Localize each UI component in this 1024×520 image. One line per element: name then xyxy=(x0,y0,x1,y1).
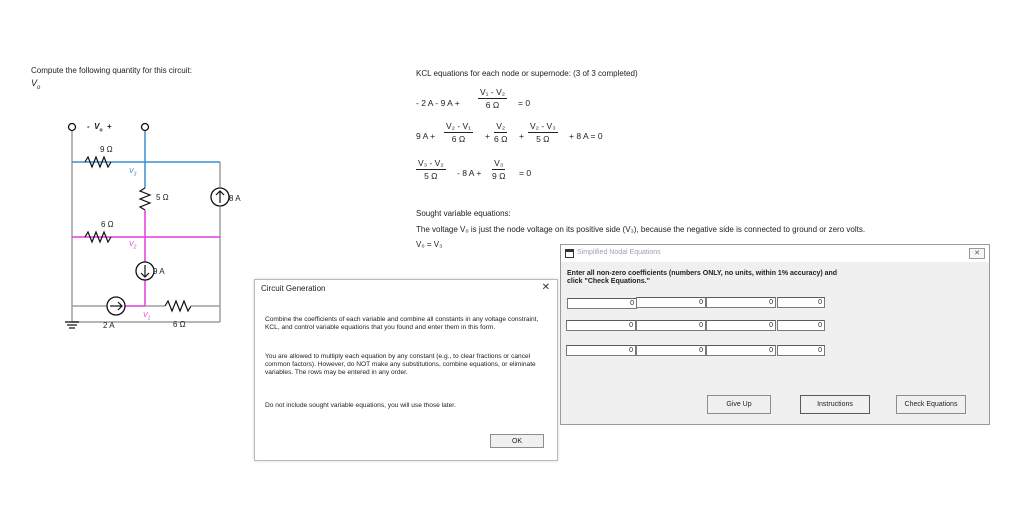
eq1-denominator: 6 Ω xyxy=(485,100,500,110)
v1-symbol: V xyxy=(143,312,148,319)
circuit-generation-text-2: You are allowed to multiply each equation by any constant (e.g., to clear fractions or cancel common factors). However, do NOT make any substitutions, combine equations, or eliminate variables. The rows may be entered in any order. xyxy=(265,353,536,376)
row1-coef-v2[interactable]: 0 xyxy=(636,297,706,308)
nodal-titlebar xyxy=(561,245,989,262)
v1-subscript: 1 xyxy=(147,315,151,322)
vo-minus-sign: - xyxy=(87,122,90,131)
eq1-prefix: - 2 A - 9 A + xyxy=(416,98,460,108)
eq2-prefix: 9 A + xyxy=(416,131,436,141)
row2-coef-v1[interactable]: 0 xyxy=(566,320,636,331)
eq3-mid: - 8 A + xyxy=(457,168,482,178)
nodal-title: Simplified Nodal Equations xyxy=(577,249,661,256)
nodal-instructions: Enter all non-zero coefficients (numbers ONLY, no units, within 1% accuracy) and click "Check Equations." xyxy=(567,270,838,285)
row3-coef-v2[interactable]: 0 xyxy=(636,345,706,356)
give-up-button[interactable]: Give Up xyxy=(707,395,771,414)
close-icon[interactable]: ✕ xyxy=(969,248,985,259)
eq3-numerator-1: V₃ - V₂ xyxy=(418,158,444,168)
row1-rhs[interactable]: 0 xyxy=(777,297,825,308)
sought-heading: Sought variable equations: xyxy=(416,209,511,218)
instructions-button[interactable]: Instructions xyxy=(800,395,870,414)
eq2-numerator-3: V₂ - V₃ xyxy=(530,121,556,131)
vo-polarity-label xyxy=(87,122,112,134)
sought-explanation: The voltage V₀ is just the node voltage on its positive side (V₃), because the negative side is connected to ground or zero volts. xyxy=(416,225,866,234)
eq3-fraction-2 xyxy=(492,158,505,181)
node-v3-label xyxy=(129,168,136,177)
v3-subscript: 3 xyxy=(133,171,137,178)
label-9a: 9 A xyxy=(153,267,165,276)
resistor-6ohm-bottom xyxy=(165,301,191,311)
row2-coef-v2[interactable]: 0 xyxy=(636,320,706,331)
circuit-generation-title: Circuit Generation xyxy=(261,284,326,293)
eq2-suffix: + 8 A = 0 xyxy=(569,131,603,141)
eq3-numerator-2: V₃ xyxy=(492,158,505,170)
v2-symbol: V xyxy=(129,241,134,248)
eq2-fraction-2 xyxy=(494,121,507,144)
close-icon[interactable]: ✕ xyxy=(541,282,550,293)
node-v2-label xyxy=(129,241,136,250)
row2-rhs[interactable]: 0 xyxy=(777,320,825,331)
eq3-denominator-1: 5 Ω xyxy=(424,171,438,181)
eq2-denominator-2: 6 Ω xyxy=(494,134,508,144)
resistor-5ohm xyxy=(140,188,150,210)
check-equations-button[interactable]: Check Equations xyxy=(896,395,966,414)
eq3-suffix: = 0 xyxy=(519,168,532,178)
vo-terminal-minus xyxy=(69,124,76,131)
label-8a: 8 A xyxy=(229,194,241,203)
vo-plus-sign: + xyxy=(106,122,112,131)
label-6ohm-bottom: 6 Ω xyxy=(173,320,186,329)
sought-equation: V₀ = V₃ xyxy=(416,240,443,249)
circuit-generation-text-3: Do not include sought variable equations, you will use those later. xyxy=(265,402,456,409)
label-9ohm: 9 Ω xyxy=(100,145,113,154)
row3-coef-v1[interactable]: 0 xyxy=(566,345,636,356)
eq3-fraction-1 xyxy=(416,158,446,181)
eq2-fraction-1 xyxy=(444,121,473,144)
row1-coef-v3[interactable]: 0 xyxy=(706,297,776,308)
node-v1-label xyxy=(143,312,150,321)
label-5ohm: 5 Ω xyxy=(156,193,169,202)
eq2-fraction-3 xyxy=(528,121,558,144)
v3-symbol: V xyxy=(129,168,134,175)
vo-terminal-plus xyxy=(142,124,149,131)
eq2-denominator-1: 6 Ω xyxy=(451,134,466,144)
app-window-icon xyxy=(565,249,574,258)
circuit-diagram xyxy=(55,110,270,335)
problem-prompt: Compute the following quantity for this circuit: xyxy=(31,66,192,75)
ok-button[interactable]: OK xyxy=(490,434,544,448)
row3-rhs[interactable]: 0 xyxy=(777,345,825,356)
eq1-numerator: V₁ - V₂ xyxy=(480,87,506,97)
quantity-subscript: o xyxy=(37,84,41,91)
eq2-numerator-2: V₂ xyxy=(494,121,507,133)
eq2-denominator-3: 5 Ω xyxy=(536,134,550,144)
vo-subscript: o xyxy=(99,127,103,134)
kcl-heading: KCL equations for each node or supernode: (3 of 3 completed) xyxy=(416,69,638,78)
eq2-numerator-1: V₂ - V₁ xyxy=(446,121,472,131)
row3-coef-v3[interactable]: 0 xyxy=(706,345,776,356)
row2-coef-v3[interactable]: 0 xyxy=(706,320,776,331)
row1-coef-v1[interactable]: 0 xyxy=(567,298,637,309)
circuit-generation-text-1: Combine the coefficients of each variable and combine all constants in any voltage constraint, KCL, and control variable equations that you found and enter them in this form. xyxy=(265,316,539,331)
vo-symbol: V xyxy=(94,122,100,131)
quantity-label xyxy=(31,78,40,91)
eq2-plus-1: + xyxy=(485,131,490,141)
label-6ohm: 6 Ω xyxy=(101,220,114,229)
circuit-generation-dialog xyxy=(254,279,558,461)
eq1-suffix: = 0 xyxy=(518,98,531,108)
eq3-denominator-2: 9 Ω xyxy=(492,171,506,181)
eq1-fraction xyxy=(478,87,507,110)
eq2-plus-2: + xyxy=(519,131,524,141)
label-2a: 2 A xyxy=(103,321,115,330)
v2-subscript: 2 xyxy=(133,244,137,251)
quantity-symbol: V xyxy=(31,78,38,88)
